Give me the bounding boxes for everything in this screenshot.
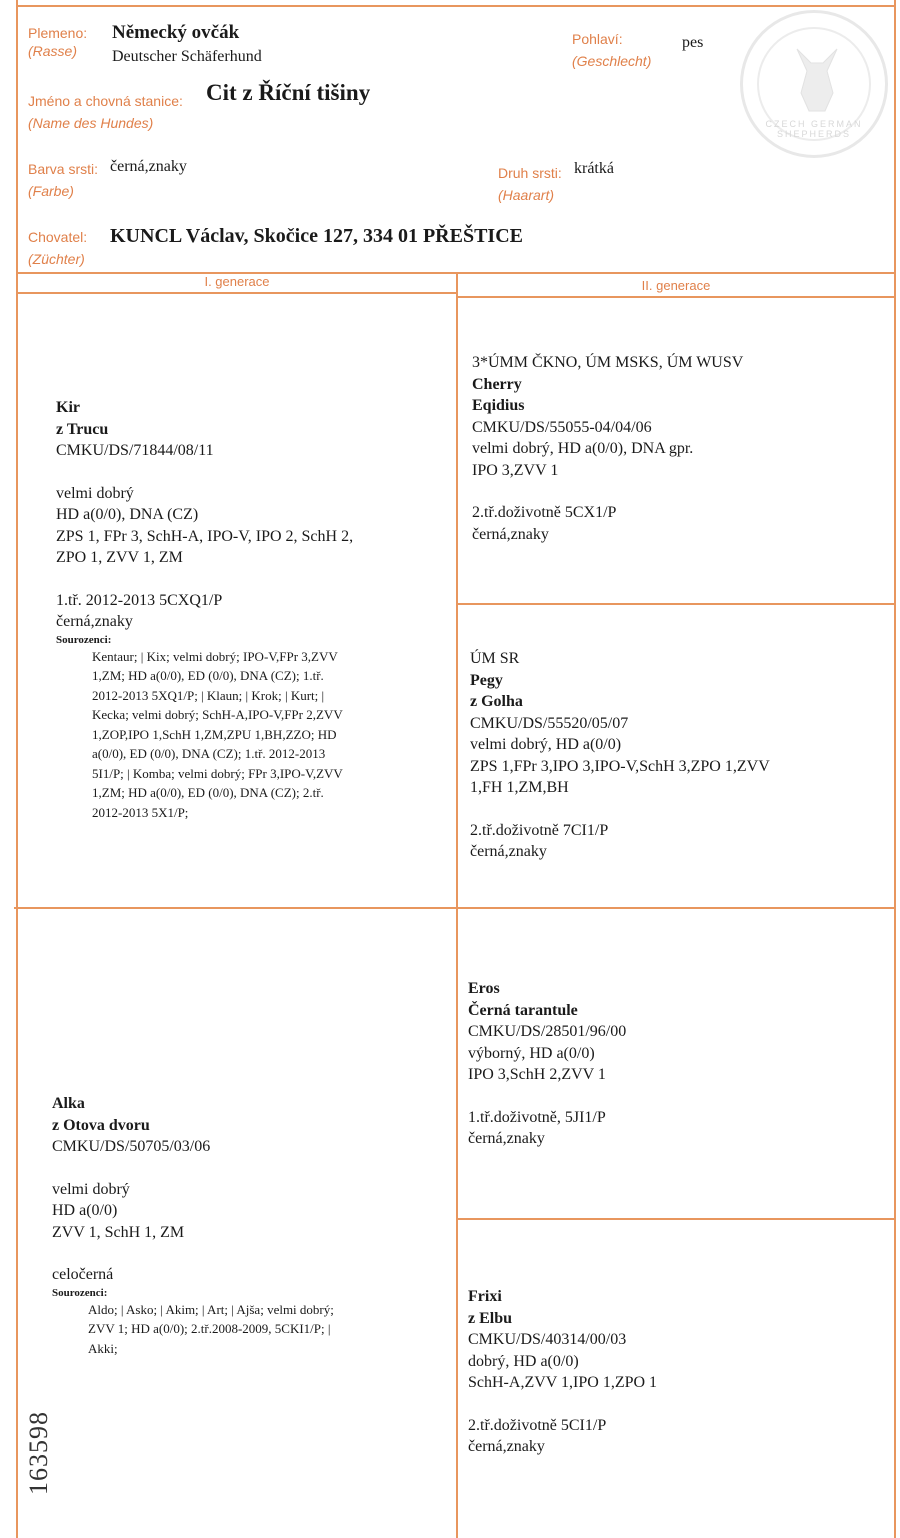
- sire-siblings-label: Sourozenci:: [56, 633, 112, 646]
- coat-value: krátká: [574, 160, 614, 177]
- gen-header-divider-right: [458, 296, 896, 298]
- sire-dam-exams-line-2: 1,FH 1,ZM,BH: [470, 779, 569, 796]
- name-label: Jméno a chovná stanice: (Name des Hundes): [28, 93, 183, 131]
- sibling-line: 1,ZOP,IPO 1,SchH 1,ZM,ZPU 1,BH,ZZO; HD: [92, 726, 337, 742]
- dam-dam-name: Frixi: [468, 1288, 502, 1305]
- breed-value: Německý ovčák: [112, 22, 240, 43]
- sibling-line: 5I1/P; | Komba; velmi dobrý; FPr 3,IPO-V,ZVV: [92, 765, 343, 781]
- dam-color: celočerná: [52, 1266, 114, 1283]
- dam-cell: [52, 1093, 446, 1358]
- sex-value: pes: [682, 34, 704, 51]
- sire-dam-exams-line-1: ZPS 1,FPr 3,IPO 3,IPO-V,SchH 3,ZPO 1,ZVV: [470, 757, 770, 775]
- dam-sire-cell: [468, 978, 884, 1150]
- sibling-line: ZVV 1; HD a(0/0); 2.tř.2008-2009, 5CKI1/P; |: [88, 1321, 331, 1336]
- sex-label: Pohlaví: (Geschlecht): [572, 31, 652, 69]
- sire-exams-line-1: ZPS 1, FPr 3, SchH-A, IPO-V, IPO 2, SchH 2,: [56, 527, 354, 545]
- dam-siblings-label: Sourozenci:: [52, 1286, 108, 1299]
- dam-dam-health: dobrý, HD a(0/0): [468, 1352, 579, 1370]
- dam-dam-exams: SchH-A,ZVV 1,IPO 1,ZPO 1: [468, 1374, 658, 1391]
- sibling-line: 2012-2013 5XQ1/P; | Klaun; | Krok; | Kurt; |: [92, 687, 325, 703]
- dam-sire-color: černá,znaky: [468, 1130, 545, 1147]
- sire-sire-name: Cherry: [472, 375, 522, 393]
- sire-sire-show-rating: 2.tř.doživotně 5CX1/P: [472, 504, 617, 521]
- dam-kennel: z Otova dvoru: [52, 1116, 150, 1134]
- sire-dam-color: černá,znaky: [470, 843, 547, 860]
- sibling-line: Kecka; velmi dobrý; SchH-A,IPO-V,FPr 2,ZVV: [92, 707, 343, 722]
- sire-cell: [56, 397, 446, 822]
- second-generation-heading: II. generace: [641, 278, 711, 293]
- frame-left-border: [16, 0, 18, 1538]
- dam-sire-exams: IPO 3,SchH 2,ZVV 1: [468, 1066, 606, 1083]
- dam-exams: ZVV 1, SchH 1, ZM: [52, 1223, 185, 1241]
- sibling-line: a(0/0), ED (0/0), DNA (CZ); 1.tř. 2012-2013: [92, 746, 326, 761]
- sire-exams-line-2: ZPO 1, ZVV 1, ZM: [56, 549, 183, 566]
- sire-rating: velmi dobrý: [56, 484, 134, 502]
- sire-dam-cell: [470, 648, 884, 863]
- dog-name: Cit z Říční tišiny: [206, 80, 371, 105]
- dam-sire-registration: CMKU/DS/28501/96/00: [468, 1023, 627, 1040]
- dam-siblings: [52, 1300, 446, 1359]
- sire-registration: CMKU/DS/71844/08/11: [56, 442, 214, 459]
- sire-sire-divider: [458, 603, 896, 605]
- dam-name: Alka: [52, 1095, 85, 1112]
- dam-registration: CMKU/DS/50705/03/06: [52, 1138, 211, 1155]
- dam-sire-show-rating: 1.tř.doživotně, 5JI1/P: [468, 1108, 606, 1126]
- frame-top-border: [16, 5, 896, 7]
- color-value: černá,znaky: [110, 158, 187, 175]
- dam-sire-divider: [458, 1218, 896, 1220]
- sire-dam-health: velmi dobrý, HD a(0/0): [470, 736, 622, 753]
- dam-dam-registration: CMKU/DS/40314/00/03: [468, 1331, 627, 1348]
- dam-sire-health: výborný, HD a(0/0): [468, 1044, 595, 1062]
- shepherd-dog-icon: [783, 41, 851, 119]
- sire-dam-divider: [14, 907, 896, 909]
- dam-sire-kennel: Černá tarantule: [468, 1001, 578, 1019]
- breeder-value: KUNCL Václav, Skočice 127, 334 01 PŘEŠTICE: [110, 225, 523, 247]
- sire-show-rating: 1.tř. 2012-2013 5CXQ1/P: [56, 591, 223, 609]
- sire-dam-show-rating: 2.tř.doživotně 7CI1/P: [470, 821, 609, 839]
- sibling-line: 1,ZM; HD a(0/0), ED (0/0), DNA (CZ); 1.tř.: [92, 668, 324, 683]
- sire-sire-health: velmi dobrý, HD a(0/0), DNA gpr.: [472, 440, 694, 457]
- dam-health: HD a(0/0): [52, 1202, 118, 1219]
- breeder-label: Chovatel: (Züchter): [28, 229, 88, 267]
- frame-right-border: [894, 0, 896, 1538]
- sibling-line: Akki;: [88, 1340, 118, 1356]
- dam-rating: velmi dobrý: [52, 1180, 130, 1198]
- sire-dam-title: ÚM SR: [470, 650, 520, 667]
- dam-dam-cell: [468, 1286, 884, 1458]
- dam-dam-color: černá,znaky: [468, 1438, 545, 1455]
- sire-sire-exams: IPO 3,ZVV 1: [472, 461, 559, 479]
- sire-health: HD a(0/0), DNA (CZ): [56, 506, 199, 523]
- first-generation-heading: I. generace: [204, 274, 270, 289]
- sire-name: Kir: [56, 399, 80, 416]
- kennel-seal-logo: [740, 10, 888, 158]
- seal-text: CZECH GERMAN SHEPHERDS: [765, 119, 863, 139]
- sire-sire-cell: [472, 352, 882, 545]
- sire-sire-title: 3*ÚMM ČKNO, ÚM MSKS, ÚM WUSV: [472, 354, 744, 371]
- sibling-line: 1,ZM; HD a(0/0), ED (0/0), DNA (CZ); 2.tř.: [92, 785, 324, 800]
- sire-kennel: z Trucu: [56, 420, 109, 438]
- sire-dam-kennel: z Golha: [470, 693, 523, 710]
- breed-label: Plemeno: (Rasse): [28, 25, 88, 59]
- document-number: 163598: [24, 1411, 53, 1495]
- color-label: Barva srsti: (Farbe): [28, 161, 99, 199]
- gen-header-divider-left: [16, 292, 458, 294]
- sire-sire-kennel: Eqidius: [472, 397, 525, 414]
- sire-dam-registration: CMKU/DS/55520/05/07: [470, 714, 629, 732]
- sire-siblings: [56, 647, 446, 823]
- dam-sire-name: Eros: [468, 980, 500, 997]
- dam-dam-kennel: z Elbu: [468, 1309, 513, 1327]
- dam-dam-show-rating: 2.tř.doživotně 5CI1/P: [468, 1416, 607, 1434]
- sibling-line: Aldo; | Asko; | Akim; | Art; | Ajša; velmi dobrý;: [88, 1301, 334, 1317]
- sire-color: černá,znaky: [56, 613, 133, 630]
- center-divider: [456, 272, 458, 1538]
- sire-dam-name: Pegy: [470, 671, 503, 689]
- breed-value-de: Deutscher Schäferhund: [112, 48, 262, 65]
- sibling-line: Kentaur; | Kix; velmi dobrý; IPO-V,FPr 3,ZVV: [92, 648, 338, 664]
- sire-sire-registration: CMKU/DS/55055-04/04/06: [472, 418, 652, 436]
- sire-sire-color: černá,znaky: [472, 525, 549, 543]
- sibling-line: 2012-2013 5X1/P;: [92, 804, 189, 820]
- coat-label: Druh srsti: (Haarart): [498, 165, 562, 203]
